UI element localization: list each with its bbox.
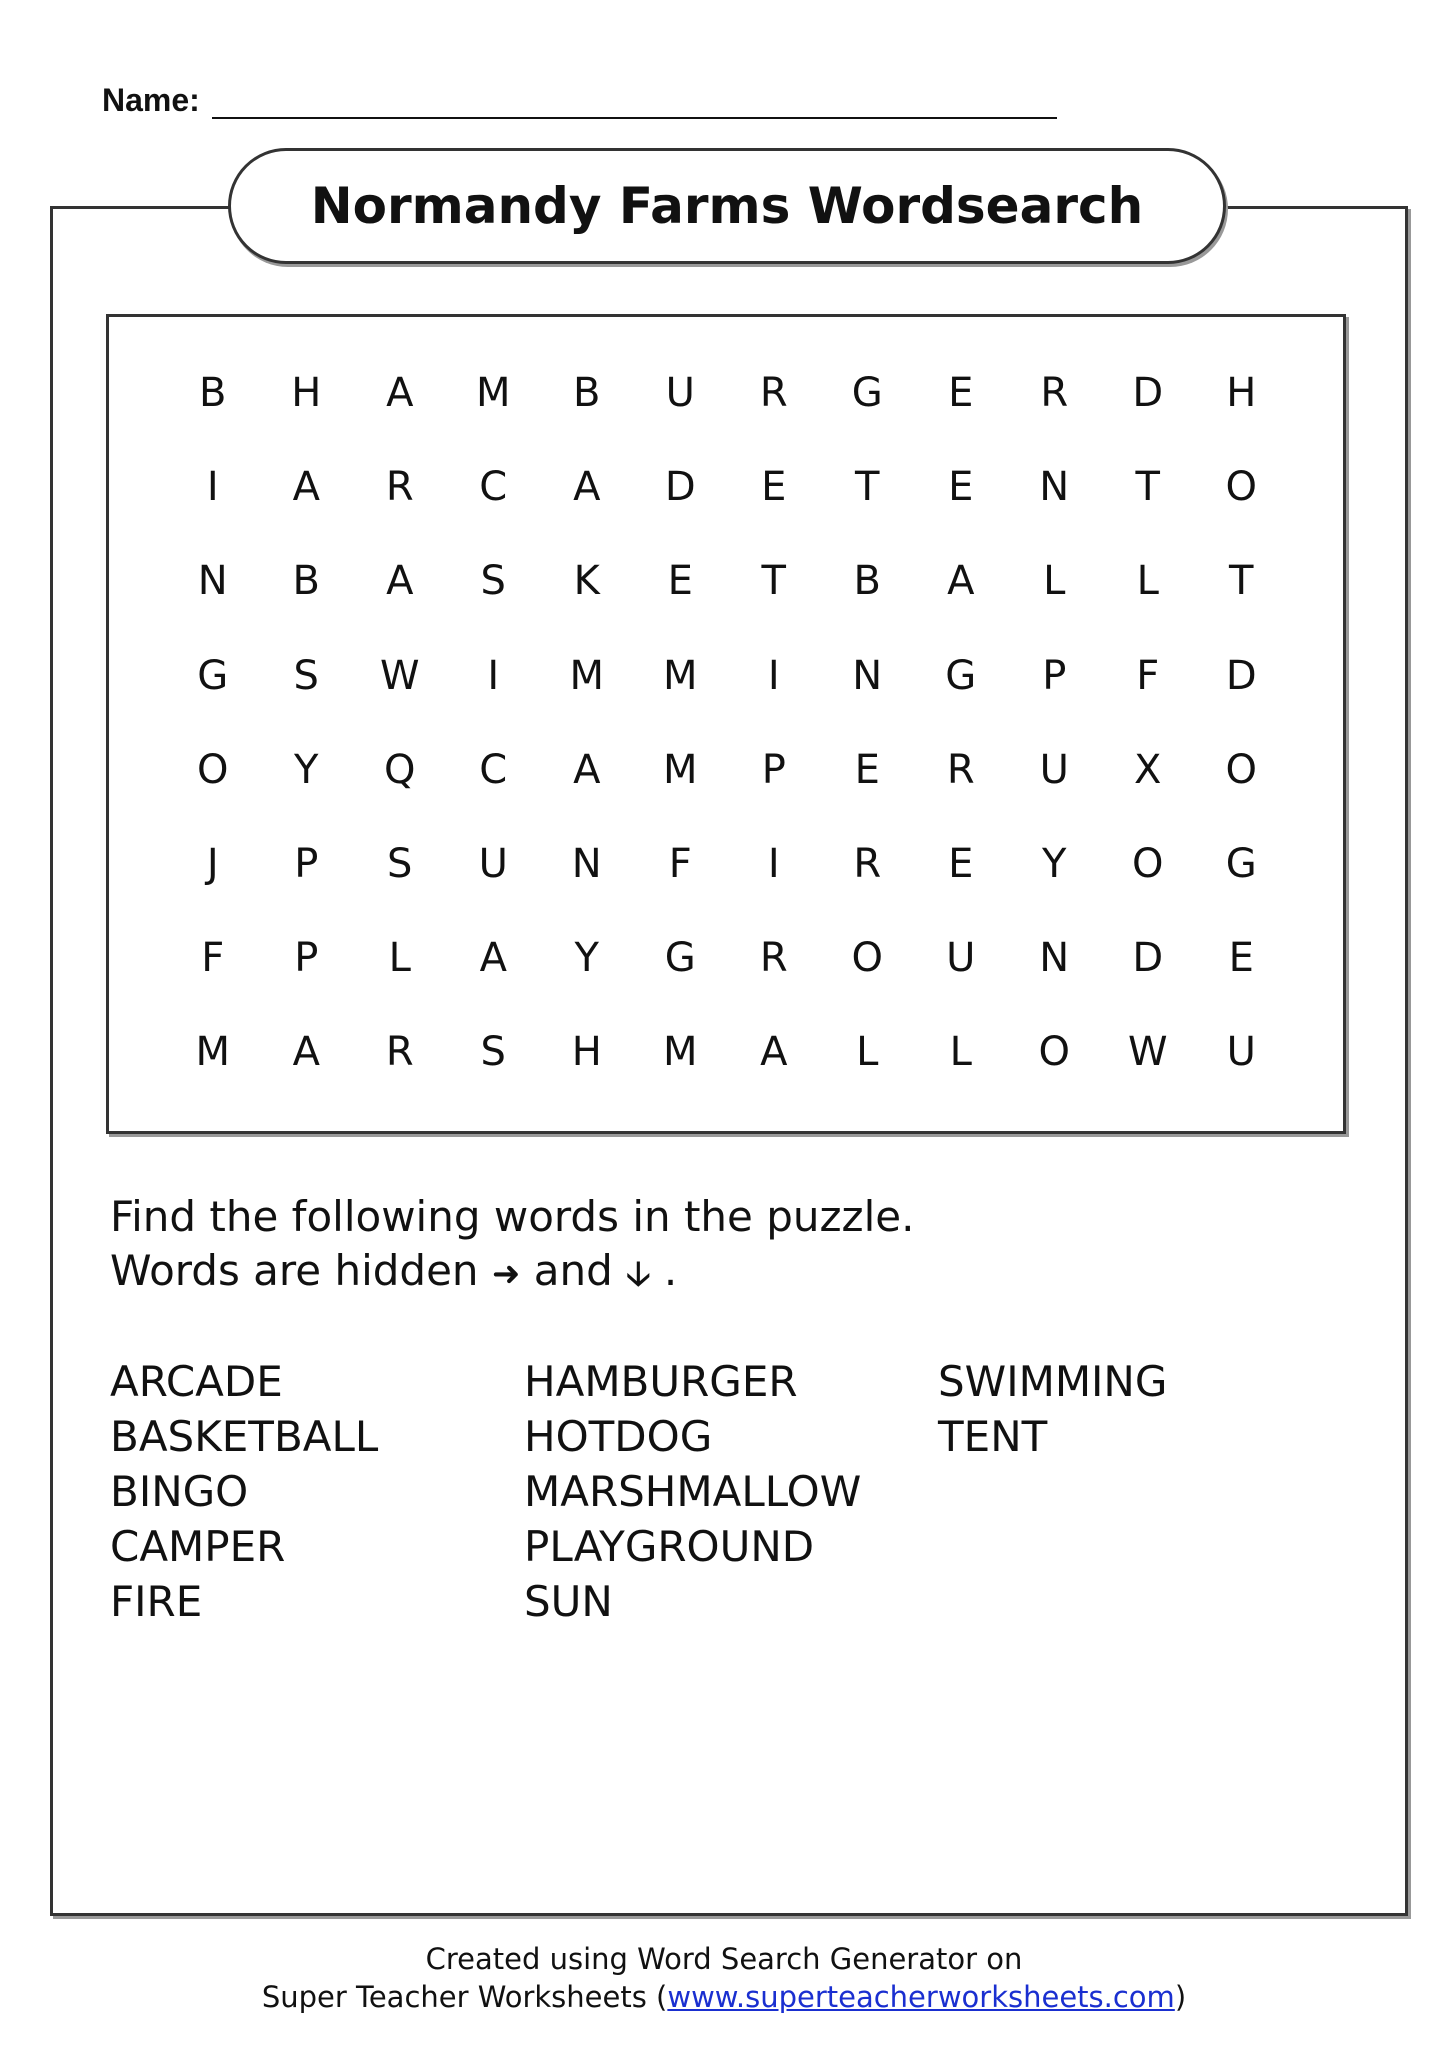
word-list-item: FIRE bbox=[110, 1577, 203, 1626]
grid-letter: A bbox=[386, 558, 414, 605]
grid-letter: M bbox=[662, 746, 698, 793]
grid-letter: A bbox=[479, 935, 507, 982]
word-list-item: ARCADE bbox=[110, 1357, 283, 1406]
grid-letter: P bbox=[294, 840, 319, 887]
grid-letter: R bbox=[1040, 370, 1069, 416]
grid-letter: D bbox=[1132, 370, 1164, 416]
footer-link[interactable]: www.superteacherworksheets.com bbox=[667, 1980, 1175, 2014]
grid-letter: G bbox=[945, 652, 977, 699]
grid-letter: C bbox=[479, 464, 508, 511]
grid-letter: A bbox=[386, 370, 414, 416]
word-list-column-3 bbox=[938, 1354, 1167, 1464]
grid-letter: O bbox=[1225, 464, 1257, 511]
word-list-item: PLAYGROUND bbox=[524, 1522, 815, 1571]
grid-letter: Y bbox=[574, 935, 599, 982]
grid-letter: K bbox=[573, 558, 600, 605]
grid-letter: D bbox=[664, 464, 696, 511]
grid-letter: U bbox=[665, 370, 695, 416]
grid-letter: Q bbox=[384, 746, 416, 793]
grid-letter: O bbox=[197, 746, 229, 793]
page-title: Normandy Farms Wordsearch bbox=[310, 177, 1144, 235]
grid-letter: G bbox=[851, 370, 883, 416]
footer-line-1: Created using Word Search Generator on bbox=[425, 1942, 1023, 1976]
instructions-prefix: Words are hidden bbox=[110, 1246, 479, 1295]
word-list-item: CAMPER bbox=[110, 1522, 286, 1571]
grid-letter: H bbox=[1226, 370, 1257, 416]
grid-letter: O bbox=[851, 935, 883, 982]
grid-letter: M bbox=[662, 1029, 698, 1076]
word-list-item: BINGO bbox=[110, 1467, 249, 1516]
grid-letter: N bbox=[1039, 464, 1070, 511]
name-label: Name: bbox=[102, 82, 200, 118]
grid-letter: B bbox=[573, 370, 601, 416]
grid-letter: N bbox=[1039, 935, 1070, 982]
grid-letter: H bbox=[571, 1029, 602, 1076]
grid-letter: D bbox=[1225, 652, 1257, 699]
grid-letter: M bbox=[662, 652, 698, 699]
grid-letter: C bbox=[479, 746, 508, 793]
word-list-item: TENT bbox=[938, 1412, 1048, 1461]
grid-letter: I bbox=[206, 464, 219, 511]
name-field-row bbox=[102, 82, 1057, 119]
footer-prefix: Super Teacher Worksheets ( bbox=[261, 1980, 668, 2014]
grid-letter: B bbox=[853, 558, 881, 605]
grid-letter: I bbox=[487, 652, 500, 699]
grid-letter: L bbox=[1136, 558, 1159, 605]
grid-letter: E bbox=[948, 464, 974, 511]
grid-letter: M bbox=[195, 1029, 230, 1076]
footer-line-2 bbox=[0, 1978, 1448, 2016]
title-banner bbox=[228, 148, 1226, 264]
grid-letter: P bbox=[1042, 652, 1067, 699]
grid-letter: S bbox=[387, 840, 413, 887]
grid-letter: W bbox=[1127, 1029, 1168, 1076]
arrow-down-icon: 🡣 bbox=[626, 1254, 651, 1294]
grid-letter: S bbox=[293, 652, 319, 699]
grid-letter: X bbox=[1134, 746, 1162, 793]
grid-letter: R bbox=[385, 1029, 414, 1076]
instructions bbox=[110, 1190, 914, 1301]
grid-letter: R bbox=[946, 746, 975, 793]
grid-letter: R bbox=[759, 935, 788, 982]
grid-letter: G bbox=[664, 935, 696, 982]
grid-letter: N bbox=[852, 652, 883, 699]
word-list-item: MARSHMALLOW bbox=[524, 1467, 862, 1516]
grid-letter: A bbox=[292, 1029, 320, 1076]
grid-letter: F bbox=[201, 935, 225, 982]
grid-letter: L bbox=[856, 1029, 879, 1076]
grid-letter: R bbox=[385, 464, 414, 511]
grid-letter: T bbox=[761, 558, 786, 605]
grid-letter: T bbox=[855, 464, 880, 511]
instructions-line-2 bbox=[110, 1244, 914, 1301]
grid-letter: L bbox=[949, 1029, 972, 1076]
grid-letter: O bbox=[1225, 746, 1257, 793]
word-list-item: HAMBURGER bbox=[524, 1357, 798, 1406]
grid-letter: B bbox=[292, 558, 320, 605]
grid-letter: E bbox=[1228, 935, 1254, 982]
grid-letter: W bbox=[379, 652, 420, 699]
grid-letter: N bbox=[571, 840, 602, 887]
instructions-line-1: Find the following words in the puzzle. bbox=[110, 1192, 915, 1241]
grid-letter: A bbox=[947, 558, 975, 605]
grid-letter: S bbox=[480, 1029, 506, 1076]
grid-letter: M bbox=[569, 652, 604, 699]
grid-letter: O bbox=[1038, 1029, 1070, 1076]
grid-letter: P bbox=[294, 935, 319, 982]
grid-letter: U bbox=[946, 935, 976, 982]
grid-letter: F bbox=[1136, 652, 1160, 699]
grid-letter: S bbox=[480, 558, 506, 605]
grid-letter: I bbox=[767, 840, 780, 887]
grid-letter: E bbox=[761, 464, 787, 511]
grid-letter: G bbox=[1225, 840, 1257, 887]
grid-letter: O bbox=[1132, 840, 1164, 887]
grid-letter: R bbox=[853, 840, 882, 887]
word-list-column-2 bbox=[524, 1354, 861, 1629]
word-list-item: SUN bbox=[524, 1577, 613, 1626]
grid-letter: E bbox=[667, 558, 693, 605]
grid-letter: T bbox=[1229, 558, 1254, 605]
grid-letter: L bbox=[388, 935, 411, 982]
arrow-right-icon: ➜ bbox=[491, 1254, 521, 1294]
word-list-column-1 bbox=[110, 1354, 378, 1629]
grid-letter: R bbox=[759, 370, 788, 416]
grid-letter: U bbox=[1226, 1029, 1256, 1076]
word-list-item: SWIMMING bbox=[938, 1357, 1168, 1406]
word-list-item: BASKETBALL bbox=[110, 1412, 379, 1461]
footer bbox=[0, 1940, 1448, 2016]
grid-letter: P bbox=[761, 746, 786, 793]
grid-letter: U bbox=[1039, 746, 1069, 793]
grid-letter: E bbox=[948, 840, 974, 887]
grid-letter: E bbox=[948, 370, 974, 416]
grid-letter: N bbox=[197, 558, 228, 605]
footer-suffix: ) bbox=[1174, 1980, 1187, 2014]
grid-letter: J bbox=[206, 840, 219, 887]
grid-letter: L bbox=[1043, 558, 1066, 605]
grid-letter: A bbox=[573, 464, 601, 511]
grid-letter: B bbox=[199, 370, 227, 416]
word-list-item: HOTDOG bbox=[524, 1412, 713, 1461]
grid-letter: Y bbox=[294, 746, 319, 793]
grid-letter: A bbox=[292, 464, 320, 511]
letter-grid bbox=[166, 358, 1286, 1112]
grid-letter: Y bbox=[1042, 840, 1067, 887]
grid-letter: M bbox=[475, 370, 511, 416]
grid-letter: T bbox=[1135, 464, 1160, 511]
grid-letter: F bbox=[668, 840, 692, 887]
name-write-line[interactable] bbox=[212, 87, 1057, 119]
grid-letter: I bbox=[767, 652, 780, 699]
grid-letter: D bbox=[1132, 935, 1164, 982]
grid-letter: E bbox=[854, 746, 880, 793]
instructions-and: and bbox=[533, 1246, 613, 1295]
grid-letter: A bbox=[760, 1029, 788, 1076]
grid-letter: H bbox=[291, 370, 322, 416]
grid-letter: G bbox=[197, 652, 229, 699]
grid-letter: A bbox=[573, 746, 601, 793]
instructions-period: . bbox=[663, 1246, 678, 1295]
grid-letter: U bbox=[478, 840, 508, 887]
